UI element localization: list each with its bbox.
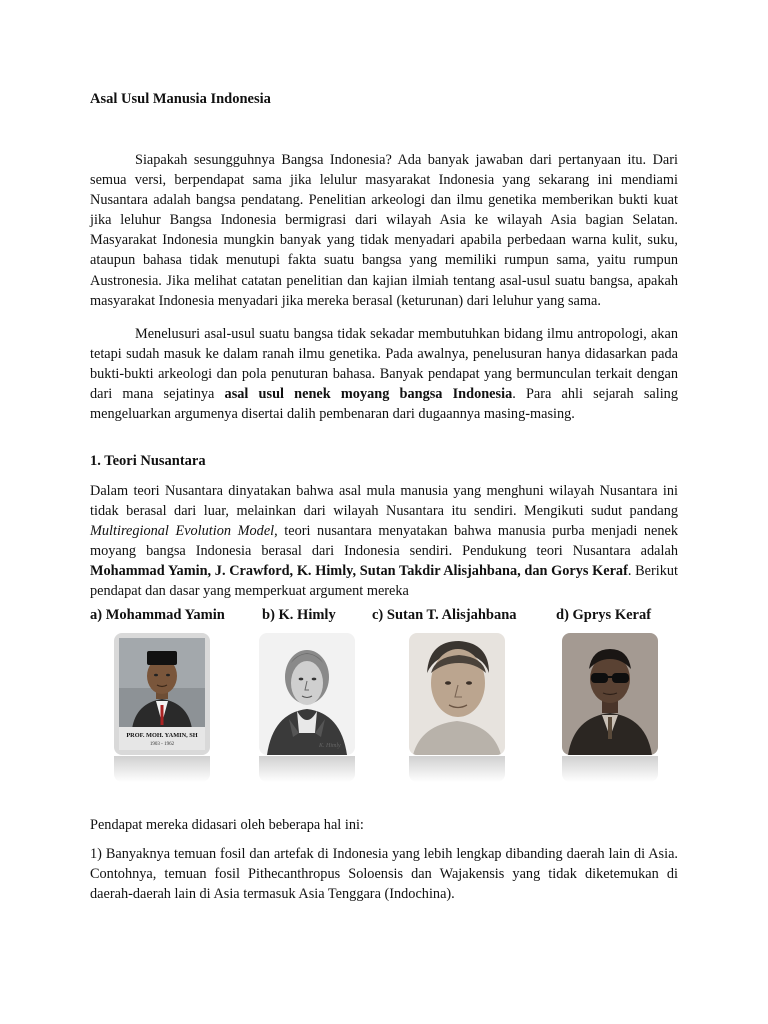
photo-signature-himly: K. Himly xyxy=(319,743,341,749)
caption-mohammad-yamin: a) Mohammad Yamin xyxy=(90,607,225,623)
paragraph-teori-text-1: Dalam teori Nusantara dinyatakan bahwa asal mula manusia yang menghuni wilayah Nusantara ini tidak berasal dari luar, melainkan dari wilayah Nusantara itu sendiri. Mengikuti sudut pandang xyxy=(90,483,678,520)
paragraph-teori-nusantara xyxy=(90,481,678,602)
model-name-italic: Multiregional Evolution Model xyxy=(90,523,275,540)
photo-years-yamin: 1903 - 1962 xyxy=(149,742,175,747)
paragraph-point-1: 1) Banyaknya temuan fosil dan artefak di Indonesia yang lebih lengkap dibanding daerah lain di Asia. Contohnya, temuan fosil Pithecanthropus Soloensis dan Wajakensis yang tidak diketemukan di daerah-daerah lain di Asia termasuk Asia Tenggara (Indochina). xyxy=(90,846,678,903)
caption-sutan-alisjahbana: c) Sutan T. Alisjahbana xyxy=(372,607,517,623)
paragraph-intro: Siapakah sesungguhnya Bangsa Indonesia? Ada banyak jawaban dari pertanyaan itu. Dari semua versi, berpendapat sama jika lelulur masyarakat Indonesia yang sekarang ini mendiami Nusantara adalah bangsa pendatang. Penelitian arkeologi dan ilmu genetika memberikan bukti kuat jika leluhur Bangsa Indonesia bermigrasi dari wilayah Asia ke wilayah Asia bagian Selatan. Masyarakat Indonesia mungkin banyak yang tidak menyadari apabila perbedaan warna kulit, suku, ataupun bahasa tidak menutupi fakta suatu bangsa yang memiliki rumpun sama, yaitu rumpun Austronesia. Jika melihat catatan penelitian dan kajian ilmiah tentang asal-usul suatu bangsa, apakah masyarakat Indonesia menyadari jika mereka berasal (keturunan) dari leluhur yang sama. xyxy=(90,152,678,309)
paragraph-basis-intro: Pendapat mereka didasari oleh beberapa hal ini: xyxy=(90,817,364,833)
supporter-names-bold: Mohammad Yamin, J. Crawford, K. Himly, Sutan Takdir Alisjahbana, dan Gorys Keraf xyxy=(90,563,628,580)
caption-k-himly: b) K. Himly xyxy=(262,607,336,623)
paragraph-origins-text-2: . Para ahli sejarah saling mengeluarkan argumenya disertai dalih pembenaran dari dugaannya masing-masing. xyxy=(90,386,678,423)
paragraph-teori-text-3: . Berikut pendapat dan dasar yang memperkuat argument mereka xyxy=(90,563,678,600)
photo-reflection xyxy=(562,756,658,782)
document-title: Asal Usul Manusia Indonesia xyxy=(90,91,271,107)
caption-gorys-keraf: d) Gprys Keraf xyxy=(556,607,652,623)
photo-reflection xyxy=(259,756,355,782)
paragraph-teori-text-2: , teori nusantara menyatakan bahwa manusia purba menjadi nenek moyang bangsa Indonesia berasal dari Indonesia sendiri. Pendukung teori Nusantara adalah xyxy=(90,523,678,560)
portrait-mohammad-yamin xyxy=(114,633,210,755)
photo-reflection xyxy=(114,756,210,782)
photo-reflection xyxy=(409,756,505,782)
photo-label-yamin: PROF. MOH. YAMIN, SH xyxy=(126,732,198,739)
portrait-sutan-alisjahbana xyxy=(409,633,505,755)
portrait-gorys-keraf xyxy=(562,633,658,755)
paragraph-origins-text-1: Menelusuri asal-usul suatu bangsa tidak sekadar membutuhkan bidang ilmu antropologi, akan tetapi sudah masuk ke dalam ranah ilmu genetika. Pada awalnya, penelusuran hanya didasarkan pada bukti-bukti arkeologi dan pola penuturan bahasa. Banyak pendapat yang bermunculan terkait dengan dari mana sejatinya xyxy=(90,326,678,403)
portrait-k-himly xyxy=(259,633,355,755)
highlight-ancestry-phrase: asal usul nenek moyang bangsa Indonesia xyxy=(224,386,513,403)
figure-captions xyxy=(90,607,680,627)
section-heading-teori-nusantara: 1. Teori Nusantara xyxy=(90,453,206,469)
paragraph-origins xyxy=(90,324,678,424)
